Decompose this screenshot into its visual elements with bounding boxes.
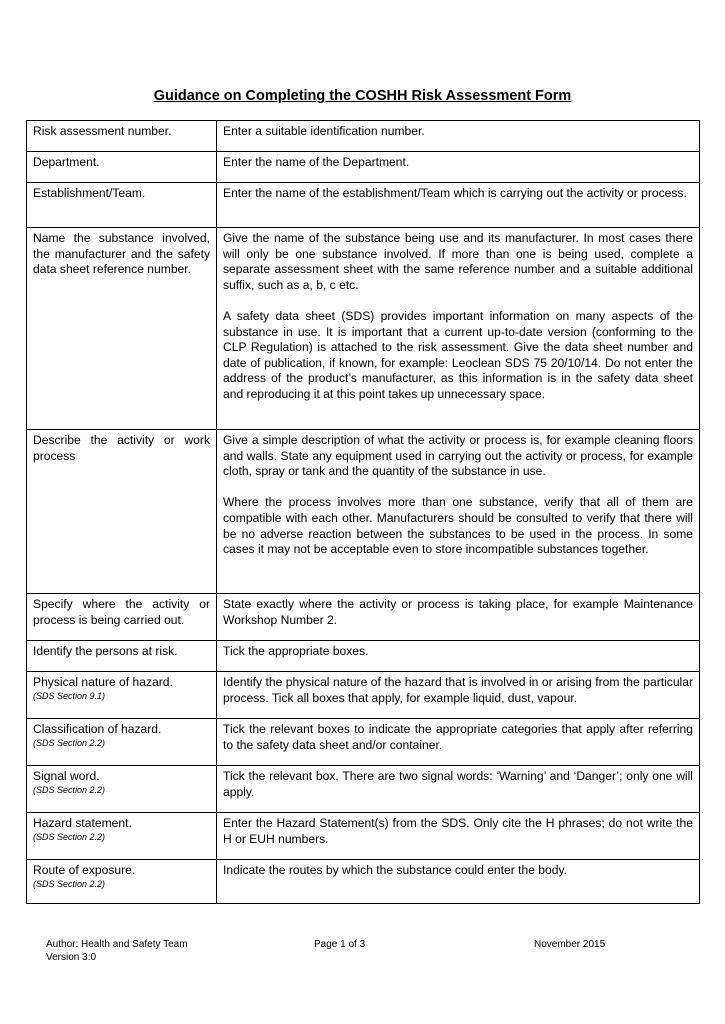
- description-paragraph: Give the name of the substance being use and its manufacturer. In most cases there will only be one substance involved. If more than one is being used, complete a separate assessment sheet with the same reference number and a suitable additional suffix, such as a, b, c etc.: [223, 231, 693, 292]
- footer-author-block: [46, 938, 188, 964]
- footer-version: Version 3:0: [46, 952, 97, 963]
- table-row: [27, 183, 700, 228]
- row-label: [27, 860, 217, 904]
- row-label-text: Physical nature of hazard.: [33, 675, 173, 689]
- row-label: [27, 813, 217, 860]
- row-label: Identify the persons at risk.: [27, 641, 217, 672]
- row-label-text: Route of exposure.: [33, 863, 136, 877]
- row-label: [27, 672, 217, 719]
- guidance-table: [26, 120, 700, 904]
- description-paragraph: A safety data sheet (SDS) provides important information on many aspects of the substance in use. It is important that a current up-to-date version (conforming to the CLP Regulation) is attached to the risk assessment. Give the data sheet number and date of publication, if known, for example: Leoclean SDS 75 20/10/14. Do not enter the address of the product’s manufacturer, as this information is in the safety data sheet and reproducing it at this point takes up unnecessary space.: [223, 308, 693, 401]
- footer-page-number: Page 1 of 3: [314, 939, 366, 950]
- row-label: Name the substance involved, the manufacturer and the safety data sheet reference number.: [27, 228, 217, 430]
- document-title: Guidance on Completing the COSHH Risk Assessment Form: [153, 88, 572, 104]
- row-label: [27, 719, 217, 766]
- table-row: [27, 672, 700, 719]
- table-row: [27, 121, 700, 152]
- sds-section-ref: (SDS Section 2.2): [33, 737, 106, 748]
- sds-section-ref: (SDS Section 2.2): [33, 784, 106, 795]
- row-description: State exactly where the activity or process is taking place, for example Maintenance Workshop Number 2.: [217, 594, 700, 641]
- row-description: [217, 228, 700, 430]
- table-row: [27, 641, 700, 672]
- row-label: Department.: [27, 152, 217, 183]
- row-description: Identify the physical nature of the hazard that is involved in or arising from the particular process. Tick all boxes that apply, for example liquid, dust, vapour.: [217, 672, 700, 719]
- table-row: [27, 228, 700, 430]
- footer-author: Author: Health and Safety Team: [46, 939, 188, 950]
- sds-section-ref: (SDS Section 2.2): [33, 831, 106, 842]
- description-paragraph: Where the process involves more than one substance, verify that all of them are compatible with each other. Manufacturers should be consulted to verify that there will be no adverse reaction between the substances to be used in the process. In some cases it may not be acceptable even to store incompatible substances together.: [223, 495, 693, 557]
- table-row: [27, 860, 700, 904]
- footer-date: November 2015: [534, 939, 606, 950]
- row-description: [217, 430, 700, 594]
- table-row: [27, 152, 700, 183]
- sds-section-ref: (SDS Section 2.2): [33, 878, 106, 889]
- row-description: Tick the appropriate boxes.: [217, 641, 700, 672]
- table-row: [27, 430, 700, 594]
- row-description: Enter the name of the establishment/Team which is carrying out the activity or process.: [217, 183, 700, 228]
- row-description: Enter the name of the Department.: [217, 152, 700, 183]
- description-paragraph: Give a simple description of what the activity or process is, for example cleaning floors and walls. State any equipment used in carrying out the activity or process, for example cloth, spray or tank and the quantity of the substance in use.: [223, 433, 693, 479]
- row-label: [27, 766, 217, 813]
- row-label-text: Classification of hazard.: [33, 722, 162, 736]
- table-row: [27, 719, 700, 766]
- table-row: [27, 766, 700, 813]
- sds-section-ref: (SDS Section 9.1): [33, 690, 106, 701]
- table-row: [27, 813, 700, 860]
- row-description: Indicate the routes by which the substance could enter the body.: [217, 860, 700, 904]
- row-description: Tick the relevant box. There are two signal words: ‘Warning’ and ‘Danger’; only one will apply.: [217, 766, 700, 813]
- row-description: Enter the Hazard Statement(s) from the SDS. Only cite the H phrases; do not write the H or EUH numbers.: [217, 813, 700, 860]
- row-label: Establishment/Team.: [27, 183, 217, 228]
- row-label-text: Hazard statement.: [33, 816, 132, 830]
- row-label-text: Signal word.: [33, 769, 100, 783]
- row-description: Tick the relevant boxes to indicate the appropriate categories that apply after referring to the safety data sheet and/or container.: [217, 719, 700, 766]
- row-label: Risk assessment number.: [27, 121, 217, 152]
- row-label: Specify where the activity or process is being carried out.: [27, 594, 217, 641]
- row-label: Describe the activity or work process: [27, 430, 217, 594]
- row-description: Enter a suitable identification number.: [217, 121, 700, 152]
- table-row: [27, 594, 700, 641]
